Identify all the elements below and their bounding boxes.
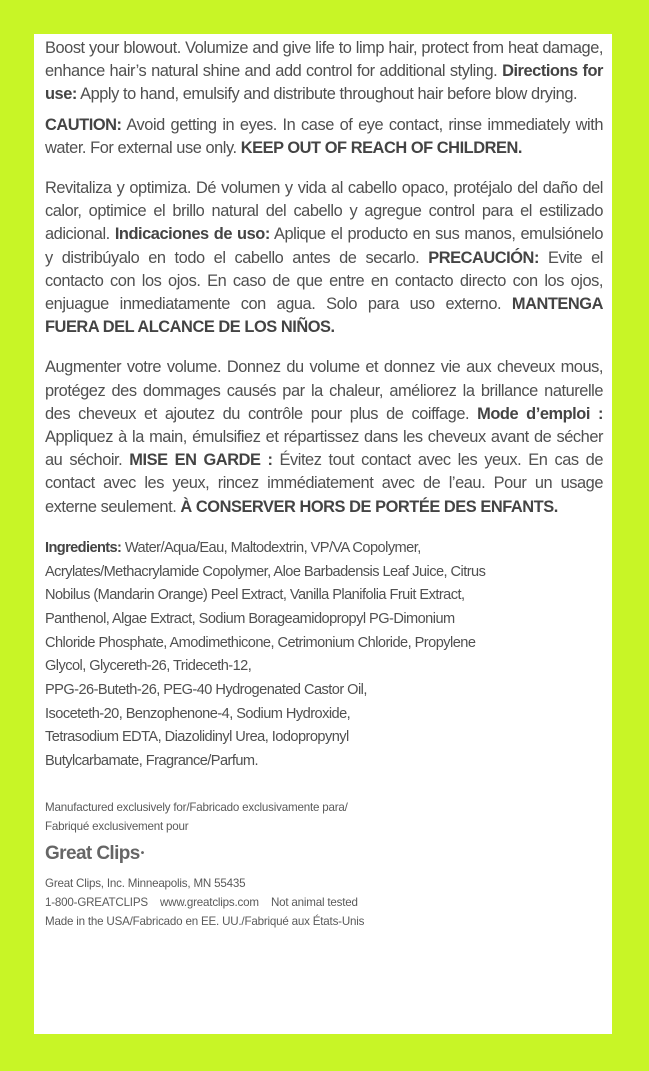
- french-section: [45, 356, 603, 518]
- french-description: [45, 356, 603, 518]
- ingredients-line: Butylcarbamate, Fragrance/Parfum.: [45, 753, 259, 770]
- ingredients-line: Ingredients: Water/Aqua/Eau, Maltodextrin, VP/VA Copolymer,: [45, 539, 421, 556]
- english-description: [45, 37, 603, 107]
- spanish-caution-label: PRECAUCIÓN:: [428, 248, 539, 267]
- phone-number: 1-800-GREATCLIPS: [45, 895, 148, 909]
- english-caution: [45, 114, 603, 160]
- english-directions-label: Directions for use:: [45, 62, 603, 104]
- french-directions-label: Mode d’emploi :: [477, 404, 603, 423]
- ingredients-line: Glycol, Glycereth-26, Trideceth-12,: [45, 658, 252, 675]
- spanish-description: [45, 177, 603, 339]
- spanish-caution-text: Evite el contacto con los ojos. En caso de que entre en contacto directo con los ojos, enjuague inmediatamente con agua. Solo para uso externo.: [45, 248, 603, 314]
- logo-mark: •: [140, 847, 144, 859]
- spanish-directions-text: Aplique el producto en sus manos, emulsiónelo y distribúyalo en todo el cabello antes de secarlo.: [45, 225, 604, 267]
- made-in-line: Made in the USA/Fabricado en EE. UU./Fabriqué aux États-Unis: [45, 914, 365, 928]
- ingredients-line: Chloride Phosphate, Amodimethicone, Cetrimonium Chloride, Propylene: [45, 634, 476, 651]
- company-address: Great Clips, Inc. Minneapolis, MN 55435: [45, 876, 246, 890]
- english-intro: Boost your blowout. Volumize and give life to limp hair, protect from heat damage, enhance hair’s natural shine and add control for additional styling.: [45, 39, 603, 81]
- manufactured-for-line1: Manufactured exclusively for/Fabricado exclusivamente para/: [45, 800, 348, 814]
- spanish-section: [45, 177, 603, 339]
- french-caution-text: Évitez tout contact avec les yeux. En cas de contact avec les yeux, rincez immédiatement avec de l’eau. Pour un usage externe seulement.: [45, 451, 603, 516]
- website: www.greatclips.com: [160, 895, 259, 909]
- ingredients-line: Panthenol, Algae Extract, Sodium Borageamidopropyl PG-Dimonium: [45, 610, 455, 627]
- manufactured-for-line2: Fabriqué exclusivement pour: [45, 819, 189, 833]
- label-panel: [34, 34, 612, 1034]
- ingredients-line: Nobilus (Mandarin Orange) Peel Extract, Vanilla Planifolia Fruit Extract,: [45, 587, 465, 604]
- english-directions-text: Apply to hand, emulsify and distribute throughout hair before blow drying.: [76, 85, 578, 104]
- contact-line: [45, 893, 603, 912]
- spanish-intro: Revitaliza y optimiza. Dé volumen y vida al cabello opaco, protéjalo del daño del calor, optimice el brillo natural del cabello y agregue control para el estilizado adicional.: [45, 179, 603, 244]
- french-intro: Augmenter votre volume. Donnez du volume et donnez vie aux cheveux mous, protégez des dommages causés par la chaleur, améliorez la brillance naturelle des cheveux et ajoutez du contrôle pour plus de coiffage.: [45, 358, 603, 423]
- french-keep-out-warning: À CONSERVER HORS DE PORTÉE DES ENFANTS.: [180, 497, 558, 516]
- ingredients-line: Acrylates/Methacrylamide Copolymer, Aloe Barbadensis Leaf Juice, Citrus: [45, 563, 486, 580]
- english-caution-label: CAUTION:: [45, 115, 122, 134]
- french-directions-text: Appliquez à la main, émulsifiez et répartissez dans les cheveux avant de sécher au séchoir.: [45, 428, 603, 470]
- ingredients-line: Isoceteth-20, Benzophenone-4, Sodium Hydroxide,: [45, 705, 351, 722]
- french-caution-label: MISE EN GARDE :: [129, 451, 273, 470]
- ingredients-line: PPG-26-Buteth-26, PEG-40 Hydrogenated Castor Oil,: [45, 682, 367, 699]
- manufacturer-block: [45, 798, 603, 931]
- ingredients-list: [45, 537, 603, 774]
- ingredients-label: Ingredients:: [45, 539, 122, 556]
- spanish-directions-label: Indicaciones de uso:: [114, 225, 270, 244]
- english-caution-text: Avoid getting in eyes. In case of eye contact, rinse immediately with water. For external use only.: [45, 115, 603, 157]
- spanish-keep-out-warning: MANTENGA FUERA DEL ALCANCE DE LOS NIÑOS.: [45, 295, 603, 337]
- ingredients-line: Tetrasodium EDTA, Diazolidinyl Urea, Iodopropynyl: [45, 729, 349, 746]
- animal-testing-note: Not animal tested: [270, 895, 358, 909]
- great-clips-logo: Great Clips•: [45, 842, 144, 864]
- english-keep-out-warning: KEEP OUT OF REACH OF CHILDREN.: [240, 138, 522, 157]
- english-section: [45, 37, 603, 160]
